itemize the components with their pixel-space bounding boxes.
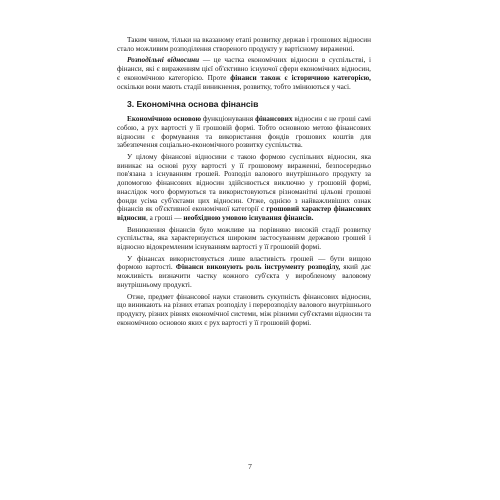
paragraph-5	[117, 226, 371, 252]
paragraph-6-text-2: який дає можливість визначити частку кожного суб'єкта у виробленому валовому внутрішньому продукті.	[117, 263, 371, 289]
paragraph-7-text: Отже, предмет фінансової науки становить сукупність фінансових відносин, що виникають на різних етапах розподілу і перерозподілу валового внутрішнього продукту, різних рівнях економічної системи, між різними суб'єктами відносин та економічною основою яких є рух вартості у її грошовій формі.	[117, 292, 371, 327]
emphasis-necessary-condition: необхідною умовою існування фінансів.	[183, 213, 314, 222]
paragraph-3	[117, 115, 371, 150]
paragraph-5-text: Виникнення фінансів було можливе на порівняно високій стадії розвитку суспільства, яка характеризується широким застосуванням державою грошей і відносно відокремленим існуванням вартості у її грошовій формі.	[117, 225, 371, 252]
paragraph-7	[117, 293, 371, 328]
emphasis-historical-category: фінанси також є історичною категорією,	[230, 73, 371, 82]
emphasis-distribution-instrument: Фінанси виконують роль інструменту розподілу,	[175, 263, 341, 272]
paragraph-4	[117, 153, 371, 223]
paragraph-2	[117, 56, 371, 91]
page-body	[117, 36, 371, 330]
paragraph-3-text-1: функціонування	[201, 115, 256, 124]
page-number: 7	[248, 462, 252, 471]
emphasis-financial: фінансових	[255, 115, 293, 124]
emphasis-monetary-character: грошовий характер фінансових відносин	[117, 205, 371, 222]
paragraph-4-text-2: , а гроші —	[145, 213, 184, 222]
paragraph-6-text-1: У фінансах використовується лише властивість грошей — бути вищою формою вартості.	[117, 254, 371, 272]
term-distribution-relations: Розподільні відносини	[127, 56, 200, 65]
paragraph-4-text-1: У цілому фінансові відносини є такою формою суспільних відносин, яка виникає на основі руху вартості у її грошовому вираженні, безпосередньо пов'язана з існуванням грошей. Розподіл валового внутрішнього продукту за допомогою фінансових відносин здійснюється виключно у грошовій формі, внаслідок чого формуються та використовуються різноманітні цільові грошові фонди усіма суб'єктами цих відносин. Отже, однією з найважливіших ознак фінансів як об'єктивної економічної категорії є	[117, 153, 371, 214]
paragraph-2-text-2: оскільки вони мають стадії виникнення, розвитку, тобто змінюються у часі.	[117, 82, 351, 91]
section-heading: 3. Економічна основа фінансів	[127, 99, 259, 110]
paragraph-6	[117, 255, 371, 290]
paragraph-2-text-1: — це частка економічних відносин в суспільстві, і фінанси, які є вираженням цієї об'єктивно існуючої сфери економічних відносин, є економічною категорією. Проте	[117, 56, 372, 82]
paragraph-1-text: Таким чином, тільки на вказаному етапі розвитку держав і грошових відносин стало можливим розподілення створеного продукту у вартісному вираженні.	[117, 36, 371, 53]
paragraph-1	[117, 36, 371, 53]
paragraph-3-text-2: відносин є не гроші самі собою, а рух вартості у її грошовій формі. Тобто основною метою фінансових відносин є формування та використання фондів грошових коштів для забезпечення соціально-економічного розвитку суспільства.	[117, 115, 371, 150]
term-economic-basis: Економічною основою	[127, 115, 202, 124]
